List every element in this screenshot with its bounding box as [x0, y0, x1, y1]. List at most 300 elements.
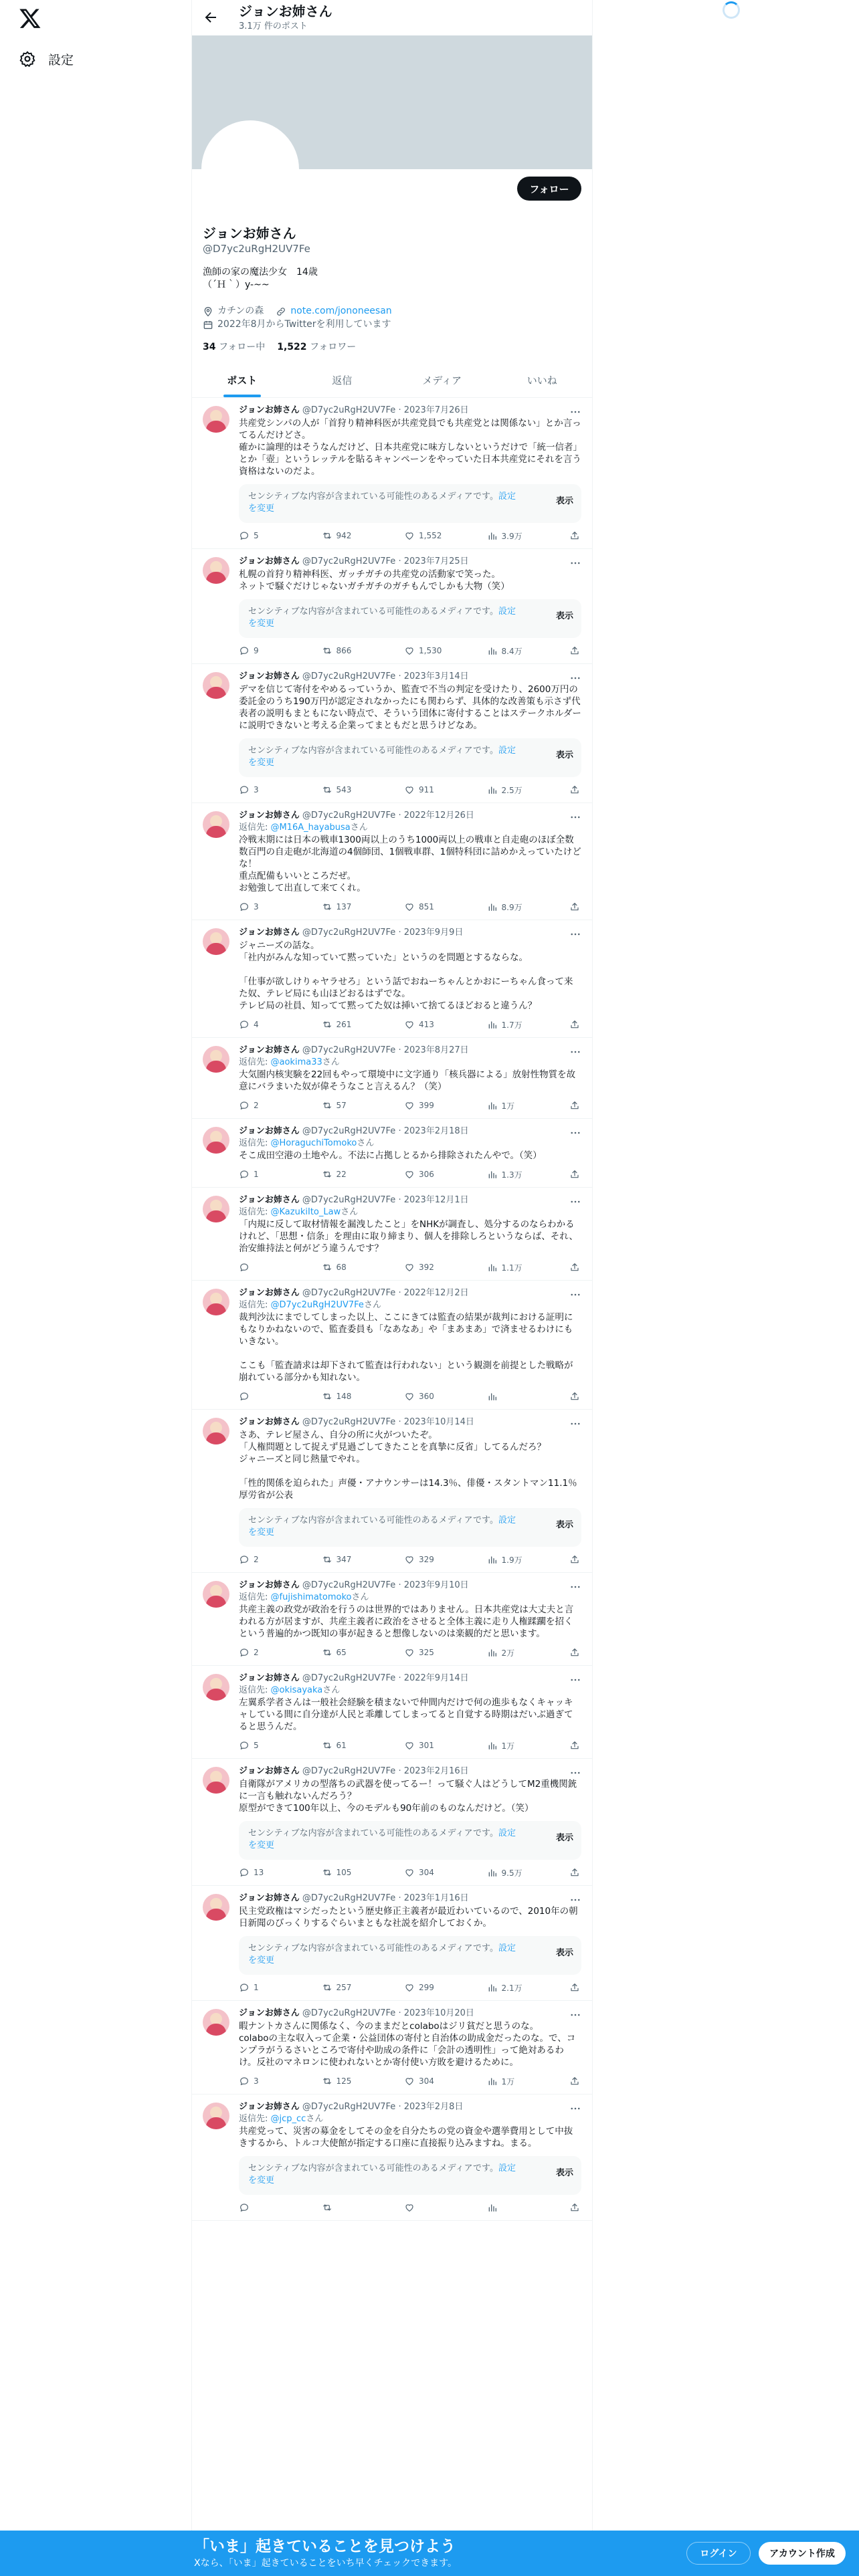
profile-website-link[interactable]: note.com/jononeesan — [290, 306, 392, 316]
change-settings-link[interactable]: 設定を変更 — [248, 1515, 516, 1537]
tweet-actions — [239, 1099, 581, 1111]
tweet-separator: · — [395, 2008, 404, 2018]
tweet-avatar[interactable] — [203, 1289, 229, 1315]
share-button[interactable] — [569, 1553, 581, 1566]
repost-button[interactable] — [322, 2202, 395, 2214]
more-options-icon[interactable] — [569, 557, 581, 569]
tweet-avatar[interactable] — [203, 2009, 229, 2036]
tweet-date[interactable]: 2022年12月26日 — [403, 811, 474, 821]
views-button[interactable] — [487, 1646, 561, 1658]
tweet-text: 自衛隊がアメリカの型落ちの武器を使ってるー！って騒ぐ人はどうしてM2重機関銃に一言も触れないんだろう？ 原型ができて100年以上、今のモデルも90年前のものなんだけど。（笑） — [239, 1779, 577, 1814]
views-button[interactable] — [487, 901, 561, 913]
settings-link[interactable] — [19, 47, 74, 71]
share-icon — [569, 1982, 580, 1993]
repost-button[interactable] — [322, 530, 395, 542]
tweet-author-handle[interactable]: @D7yc2uRgH2UV7Fe — [302, 1045, 396, 1055]
more-options-icon[interactable] — [569, 1767, 581, 1779]
like-button[interactable] — [404, 1099, 478, 1111]
tweet-author-name[interactable]: ジョンお姉さん — [239, 1580, 300, 1590]
like-count: 304 — [419, 1868, 434, 1877]
repost-icon — [322, 1982, 332, 1993]
profile-handle: @D7yc2uRgH2UV7Fe — [203, 243, 310, 255]
views-button[interactable] — [487, 1390, 561, 1402]
reply-button[interactable] — [239, 2075, 312, 2087]
follow-button[interactable]: フォロー — [517, 177, 581, 201]
repost-button[interactable] — [322, 1099, 395, 1111]
more-options-icon[interactable] — [569, 1196, 581, 1208]
repost-button[interactable] — [322, 1390, 395, 1402]
repost-icon — [322, 645, 332, 656]
repost-button[interactable] — [322, 1646, 395, 1658]
reply-button[interactable] — [239, 1553, 312, 1566]
more-options-icon[interactable] — [569, 672, 581, 684]
tweet-author-name[interactable]: ジョンお姉さん — [239, 671, 300, 681]
tweet-date[interactable]: 2023年8月27日 — [403, 1045, 469, 1055]
tweet[interactable] — [192, 920, 592, 1038]
repost-count: 347 — [336, 1555, 352, 1564]
views-button[interactable] — [487, 2202, 561, 2214]
tweet[interactable] — [192, 1759, 592, 1886]
share-button[interactable] — [569, 2075, 581, 2087]
tweet[interactable] — [192, 1038, 592, 1119]
tweet-author-name[interactable]: ジョンお姉さん — [239, 1126, 300, 1136]
repost-button[interactable] — [322, 645, 395, 657]
tweet-author-handle[interactable]: @D7yc2uRgH2UV7Fe — [302, 405, 396, 415]
like-count: 413 — [419, 1020, 434, 1029]
heart-icon — [404, 1867, 415, 1878]
views-chart-icon — [487, 1647, 498, 1658]
tweet-author-name[interactable]: ジョンお姉さん — [239, 1288, 300, 1298]
following-link[interactable]: 34 フォロー中 — [203, 342, 266, 352]
views-button[interactable] — [487, 1981, 561, 1994]
tweet-date[interactable]: 2023年10月20日 — [403, 2008, 474, 2018]
tab-media[interactable]: メディア — [422, 374, 462, 387]
reply-button[interactable] — [239, 1981, 312, 1994]
tweet[interactable] — [192, 1666, 592, 1759]
tweet-author-handle[interactable]: @D7yc2uRgH2UV7Fe — [302, 811, 396, 821]
sensitive-notice-text: センシティブな内容が含まれている可能性のあるメディアです。 — [248, 1515, 498, 1525]
repost-icon — [322, 901, 332, 912]
tweet-avatar[interactable] — [203, 1581, 229, 1608]
tweet-author-name[interactable]: ジョンお姉さん — [239, 1766, 300, 1776]
reply-mention-link[interactable]: @D7yc2uRgH2UV7Fe — [270, 1300, 364, 1310]
header-name: ジョンお姉さん — [239, 3, 332, 19]
login-button[interactable]: ログイン — [686, 2542, 751, 2565]
change-settings-link[interactable]: 設定を変更 — [248, 1828, 516, 1850]
left-navigation — [0, 0, 191, 2576]
views-button[interactable] — [487, 2075, 561, 2087]
tweet[interactable] — [192, 1886, 592, 2001]
tweet-author-handle[interactable]: @D7yc2uRgH2UV7Fe — [302, 1893, 396, 1903]
repost-icon — [322, 1169, 332, 1180]
tweet-header — [239, 1045, 581, 1057]
tweet[interactable] — [192, 1188, 592, 1281]
tweet-actions — [239, 901, 581, 913]
show-media-button[interactable]: 表示 — [556, 2165, 573, 2178]
tweet-date[interactable]: 2023年7月25日 — [403, 556, 469, 566]
reply-count: 13 — [254, 1868, 264, 1877]
tweet[interactable] — [192, 2095, 592, 2221]
reply-button[interactable] — [239, 1168, 312, 1180]
reply-mention-link[interactable]: @fujishimatomoko — [270, 1592, 352, 1602]
share-button[interactable] — [569, 1739, 581, 1751]
share-button[interactable] — [569, 1981, 581, 1994]
reply-prefix: 返信先: — [239, 2114, 271, 2124]
tweet-author-name[interactable]: ジョンお姉さん — [239, 2102, 300, 2112]
tweet-avatar[interactable] — [203, 1767, 229, 1794]
tweet-author-name[interactable]: ジョンお姉さん — [239, 1417, 300, 1427]
tweet-author-handle[interactable]: @D7yc2uRgH2UV7Fe — [302, 1288, 396, 1298]
location-pin-icon — [203, 306, 213, 317]
tweet-avatar[interactable] — [203, 406, 229, 433]
tweet-actions — [239, 2202, 581, 2214]
repost-button[interactable] — [322, 2075, 395, 2087]
reply-button[interactable] — [239, 1261, 312, 1273]
repost-button[interactable] — [322, 1553, 395, 1566]
profile-avatar[interactable] — [201, 120, 299, 218]
change-settings-link[interactable]: 設定を変更 — [248, 746, 516, 768]
like-count: 911 — [419, 785, 434, 794]
tweet-avatar[interactable] — [203, 928, 229, 955]
tweet-actions — [239, 784, 581, 796]
tweet-date[interactable]: 2023年1月16日 — [403, 1893, 469, 1903]
tweet-text: さあ、テレビ屋さん、自分の所に火がついたぞ。 「人権問題として捉えず見過ごしてきたことを真摯に反省」してるんだろ？ ジャニーズと同じ熱量でやれ。 「性的関係を迫られた」声優・アナウンサーは14.3％、俳優・スタントマン11.1％ 厚労省が公表 — [239, 1430, 577, 1501]
like-button[interactable] — [404, 1553, 478, 1566]
tweet-avatar[interactable] — [203, 1196, 229, 1222]
tweet-avatar[interactable] — [203, 2103, 229, 2129]
profile-meta-location — [203, 305, 392, 318]
change-settings-link[interactable]: 設定を変更 — [248, 607, 516, 629]
tweet-author-handle[interactable]: @D7yc2uRgH2UV7Fe — [302, 2102, 396, 2112]
views-count: 2.5万 — [501, 785, 522, 795]
tweet[interactable] — [192, 2001, 592, 2095]
views-button[interactable] — [487, 530, 561, 542]
change-settings-link[interactable]: 設定を変更 — [248, 1943, 516, 1965]
like-button[interactable] — [404, 1646, 478, 1658]
tweet-author-handle[interactable]: @D7yc2uRgH2UV7Fe — [302, 556, 396, 566]
repost-icon — [322, 530, 332, 541]
more-options-icon[interactable] — [569, 1894, 581, 1906]
tweet-date[interactable]: 2023年9月10日 — [403, 1580, 469, 1590]
more-options-icon[interactable] — [569, 1581, 581, 1593]
tweet-text: 裁判沙汰にまでしてしまった以上、ここにきては監査の結果が裁判における証明にもなりかねないので、監査委員も「なあなあ」や「まあまあ」で済ませるわけにもいきない。 ここも「監査請求は却下されて監査は行われない」という観測を前提とした戦略が崩れている部分かも知れない。 — [239, 1312, 573, 1383]
tweet-date[interactable]: 2023年2月8日 — [403, 2102, 464, 2112]
tweet-header — [239, 1287, 581, 1299]
reply-button[interactable] — [239, 1866, 312, 1879]
share-button[interactable] — [569, 1866, 581, 1879]
repost-icon — [322, 1391, 332, 1402]
like-button[interactable] — [404, 645, 478, 657]
repost-button[interactable] — [322, 784, 395, 796]
tweet-author-name[interactable]: ジョンお姉さん — [239, 556, 300, 566]
reply-mention-link[interactable]: @M16A_hayabusa — [270, 823, 351, 833]
reply-count: 5 — [254, 1741, 259, 1750]
heart-icon — [404, 1647, 415, 1658]
profile-tabs — [192, 362, 592, 398]
reply-button[interactable] — [239, 1099, 312, 1111]
tweet-separator: · — [395, 928, 404, 938]
tab-likes[interactable]: いいね — [527, 374, 557, 387]
heart-icon — [404, 1169, 415, 1180]
tweet-avatar[interactable] — [203, 1127, 229, 1154]
repost-button[interactable] — [322, 901, 395, 913]
share-button[interactable] — [569, 1390, 581, 1402]
create-account-button[interactable]: アカウント作成 — [759, 2542, 846, 2565]
show-media-button[interactable]: 表示 — [556, 748, 573, 760]
reply-button[interactable] — [239, 901, 312, 913]
sensitive-notice-text: センシティブな内容が含まれている可能性のあるメディアです。 — [248, 746, 498, 756]
sensitive-media-notice — [239, 599, 581, 638]
like-button[interactable] — [404, 1168, 478, 1180]
tweet-date[interactable]: 2023年7月26日 — [403, 405, 469, 415]
show-media-button[interactable]: 表示 — [556, 609, 573, 621]
tweet-reply-to — [239, 1057, 581, 1068]
more-options-icon[interactable] — [569, 811, 581, 823]
back-arrow-icon[interactable] — [203, 9, 219, 25]
tweet-avatar[interactable] — [203, 557, 229, 584]
tweet-reply-to — [239, 822, 581, 833]
like-count: 851 — [419, 902, 434, 911]
like-count: 360 — [419, 1392, 434, 1401]
reply-button[interactable] — [239, 645, 312, 657]
views-button[interactable] — [487, 1168, 561, 1180]
views-chart-icon — [487, 1740, 498, 1751]
tweet-author-handle[interactable]: @D7yc2uRgH2UV7Fe — [302, 1766, 396, 1776]
more-options-icon[interactable] — [569, 406, 581, 418]
reply-button[interactable] — [239, 1390, 312, 1402]
like-button[interactable] — [404, 2075, 478, 2087]
reply-mention-link[interactable]: @aokima33 — [270, 1057, 322, 1067]
tweet[interactable] — [192, 803, 592, 920]
tweet-author-handle[interactable]: @D7yc2uRgH2UV7Fe — [302, 2008, 396, 2018]
tweet-author-name[interactable]: ジョンお姉さん — [239, 811, 300, 821]
share-button[interactable] — [569, 1646, 581, 1658]
views-button[interactable] — [487, 1866, 561, 1879]
more-options-icon[interactable] — [569, 1418, 581, 1430]
tweet-avatar[interactable] — [203, 1674, 229, 1701]
share-button[interactable] — [569, 1261, 581, 1273]
tweet-text: 大気圏内核実験を22回もやって環境中に文字通り「核兵器による」放射性物質を故意にバラまいた奴が偉そうなこと言えるん？（笑） — [239, 1069, 576, 1092]
reply-button[interactable] — [239, 1018, 312, 1031]
tweet-author-name[interactable]: ジョンお姉さん — [239, 1045, 300, 1055]
reply-icon — [239, 1019, 250, 1030]
more-options-icon[interactable] — [569, 2009, 581, 2021]
tweet[interactable] — [192, 1281, 592, 1410]
repost-count: 543 — [336, 785, 352, 794]
share-button[interactable] — [569, 901, 581, 913]
reply-count: 2 — [254, 1101, 259, 1110]
show-media-button[interactable]: 表示 — [556, 1830, 573, 1843]
more-options-icon[interactable] — [569, 1674, 581, 1686]
repost-icon — [322, 1554, 332, 1565]
views-button[interactable] — [487, 1018, 561, 1031]
tweet-date[interactable]: 2023年9月9日 — [403, 928, 464, 938]
share-button[interactable] — [569, 530, 581, 542]
tweet-avatar[interactable] — [203, 1894, 229, 1921]
tab-posts[interactable]: ポスト — [192, 362, 292, 397]
change-settings-link[interactable]: 設定を変更 — [248, 492, 516, 514]
tweet-author-name[interactable]: ジョンお姉さん — [239, 2008, 300, 2018]
tweet-header — [239, 2008, 581, 2020]
like-button[interactable] — [404, 1390, 478, 1402]
x-logo-icon[interactable] — [19, 7, 41, 29]
tweet-author-name[interactable]: ジョンお姉さん — [239, 1195, 300, 1205]
followers-link[interactable]: 1,522 フォロワー — [277, 342, 357, 352]
like-count: 1,530 — [419, 646, 442, 655]
tweet-header — [239, 1673, 581, 1685]
show-media-button[interactable]: 表示 — [556, 1945, 573, 1958]
tweet-avatar[interactable] — [203, 672, 229, 699]
reply-suffix: さん — [357, 1138, 375, 1148]
like-button[interactable] — [404, 2202, 478, 2214]
profile-header-bar — [192, 0, 592, 35]
tweet-date[interactable]: 2023年2月18日 — [403, 1126, 469, 1136]
like-button[interactable] — [404, 530, 478, 542]
tweet-author-handle[interactable]: @D7yc2uRgH2UV7Fe — [302, 1126, 396, 1136]
repost-button[interactable] — [322, 1739, 395, 1751]
like-button[interactable] — [404, 1866, 478, 1879]
more-options-icon[interactable] — [569, 928, 581, 940]
like-button[interactable] — [404, 1261, 478, 1273]
tweet-reply-to — [239, 1206, 581, 1218]
share-button[interactable] — [569, 784, 581, 796]
tweet-header — [239, 1765, 581, 1778]
tweet-date[interactable]: 2023年3月14日 — [403, 671, 469, 681]
views-button[interactable] — [487, 1099, 561, 1111]
tweet-date[interactable]: 2023年2月16日 — [403, 1766, 469, 1776]
tweet-author-name[interactable]: ジョンお姉さん — [239, 405, 300, 415]
views-button[interactable] — [487, 1739, 561, 1751]
more-options-icon[interactable] — [569, 1289, 581, 1301]
like-button[interactable] — [404, 1981, 478, 1994]
profile-meta-joined — [203, 318, 391, 331]
sensitive-notice-text: センシティブな内容が含まれている可能性のあるメディアです。 — [248, 492, 498, 502]
share-button[interactable] — [569, 2202, 581, 2214]
repost-button[interactable] — [322, 1261, 395, 1273]
views-count: 3.9万 — [501, 531, 522, 541]
tweet-avatar[interactable] — [203, 811, 229, 838]
tweet[interactable] — [192, 1410, 592, 1573]
repost-button[interactable] — [322, 1168, 395, 1180]
views-count: 1.3万 — [501, 1170, 522, 1180]
repost-count: 137 — [336, 902, 352, 911]
reply-mention-link[interactable]: @okisayaka — [270, 1685, 323, 1695]
tweet[interactable] — [192, 664, 592, 803]
tab-replies[interactable]: 返信 — [332, 374, 353, 387]
like-count: 329 — [419, 1555, 434, 1564]
repost-count: 68 — [336, 1263, 347, 1272]
reply-mention-link[interactable]: @jcp_cc — [270, 2114, 306, 2124]
heart-icon — [404, 1554, 415, 1565]
tweet[interactable] — [192, 1573, 592, 1666]
like-button[interactable] — [404, 1739, 478, 1751]
tweet-author-handle[interactable]: @D7yc2uRgH2UV7Fe — [302, 671, 396, 681]
tweet-separator: · — [395, 1893, 404, 1903]
reply-button[interactable] — [239, 1646, 312, 1658]
reply-mention-link[interactable]: @HoraguchiTomoko — [270, 1138, 357, 1148]
more-options-icon[interactable] — [569, 2103, 581, 2115]
repost-button[interactable] — [322, 1981, 395, 1994]
tweet-separator: · — [395, 1580, 404, 1590]
tweet-actions — [239, 1018, 581, 1031]
tweet-author-handle[interactable]: @D7yc2uRgH2UV7Fe — [302, 1580, 396, 1590]
reply-button[interactable] — [239, 784, 312, 796]
repost-count: 942 — [336, 531, 352, 540]
tweet-avatar[interactable] — [203, 1046, 229, 1073]
views-count: 9.5万 — [501, 1868, 522, 1878]
tweet-author-handle[interactable]: @D7yc2uRgH2UV7Fe — [302, 928, 396, 938]
reply-count: 1 — [254, 1983, 259, 1992]
signup-banner-title: 「いま」起きていることを見つけよう — [194, 2538, 456, 2555]
reply-button[interactable] — [239, 530, 312, 542]
more-options-icon[interactable] — [569, 1046, 581, 1058]
repost-icon — [322, 1100, 332, 1111]
like-button[interactable] — [404, 1018, 478, 1031]
tweet-date[interactable]: 2023年12月1日 — [403, 1195, 469, 1205]
views-button[interactable] — [487, 645, 561, 657]
tweet-date[interactable]: 2022年12月2日 — [403, 1288, 469, 1298]
views-count: 2.1万 — [501, 1983, 522, 1993]
repost-button[interactable] — [322, 1018, 395, 1031]
share-button[interactable] — [569, 1168, 581, 1180]
repost-button[interactable] — [322, 1866, 395, 1879]
views-button[interactable] — [487, 1261, 561, 1273]
tweet-author-handle[interactable]: @D7yc2uRgH2UV7Fe — [302, 1417, 396, 1427]
reply-prefix: 返信先: — [239, 1207, 271, 1217]
tweet-separator: · — [395, 1417, 404, 1427]
more-options-icon[interactable] — [569, 1127, 581, 1139]
views-count: 8.9万 — [501, 902, 522, 912]
tweet-reply-to — [239, 2113, 581, 2125]
tweet[interactable] — [192, 549, 592, 664]
tweet-reply-to — [239, 1138, 581, 1149]
tweet-author-handle[interactable]: @D7yc2uRgH2UV7Fe — [302, 1673, 396, 1683]
tweet-date[interactable]: 2023年10月14日 — [403, 1417, 474, 1427]
heart-icon — [404, 1100, 415, 1111]
change-settings-link[interactable]: 設定を変更 — [248, 2163, 516, 2185]
like-count: 392 — [419, 1263, 434, 1272]
show-media-button[interactable]: 表示 — [556, 1517, 573, 1530]
location-text: カチンの森 — [217, 306, 264, 316]
views-button[interactable] — [487, 784, 561, 796]
tweet-author-handle[interactable]: @D7yc2uRgH2UV7Fe — [302, 1195, 396, 1205]
tweet-avatar[interactable] — [203, 1418, 229, 1444]
tweet[interactable] — [192, 398, 592, 549]
like-button[interactable] — [404, 901, 478, 913]
share-button[interactable] — [569, 1018, 581, 1031]
heart-icon — [404, 2076, 415, 2086]
tweet-date[interactable]: 2022年9月14日 — [403, 1673, 469, 1683]
like-button[interactable] — [404, 784, 478, 796]
tweet[interactable] — [192, 1119, 592, 1188]
tweet-separator: · — [395, 811, 404, 821]
tweet-author-name[interactable]: ジョンお姉さん — [239, 1673, 300, 1683]
reply-button[interactable] — [239, 2202, 312, 2214]
show-media-button[interactable]: 表示 — [556, 494, 573, 506]
tweet-author-name[interactable]: ジョンお姉さん — [239, 928, 300, 938]
tweet-header — [239, 810, 581, 822]
tweet-separator: · — [395, 1766, 404, 1776]
tweet-author-name[interactable]: ジョンお姉さん — [239, 1893, 300, 1903]
reply-button[interactable] — [239, 1739, 312, 1751]
share-button[interactable] — [569, 1099, 581, 1111]
tweet-actions — [239, 1390, 581, 1402]
reply-count: 2 — [254, 1648, 259, 1657]
tweet-actions — [239, 2075, 581, 2087]
share-button[interactable] — [569, 645, 581, 657]
views-button[interactable] — [487, 1553, 561, 1566]
reply-mention-link[interactable]: @KazukiIto_Law — [270, 1207, 341, 1217]
